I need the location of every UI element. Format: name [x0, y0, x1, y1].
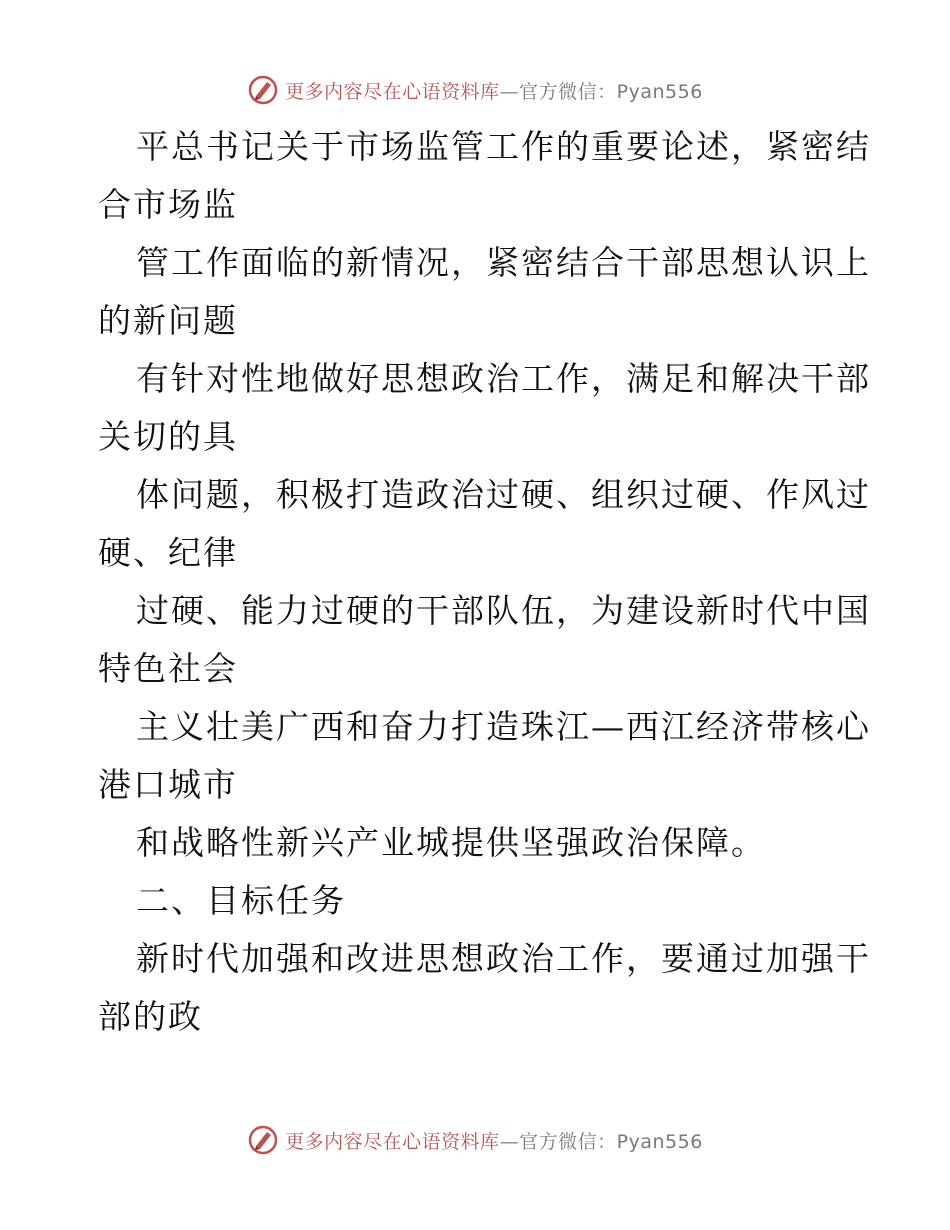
body-line: 主义壮美广西和奋力打造珠江—西江经济带核心 [136, 707, 871, 746]
section-heading: 二、目标任务 [136, 881, 346, 920]
body-line: 的新问题 [98, 301, 238, 340]
page-footer [0, 1120, 950, 1160]
page-header [0, 70, 950, 110]
body-line: 合市场监 [98, 185, 238, 224]
body-line: 关切的具 [98, 417, 238, 456]
header-banner [247, 74, 703, 106]
body-line: 特色社会 [98, 649, 238, 688]
body-line: 有针对性地做好思想政治工作，满足和解决干部 [136, 359, 871, 398]
body-line: 硬、纪律 [98, 533, 238, 572]
body-line: 港口城市 [98, 765, 238, 804]
body-line: 管工作面临的新情况，紧密结合干部思想认识上 [136, 243, 871, 282]
body-line: 平总书记关于市场监管工作的重要论述，紧密结 [136, 127, 871, 166]
body-line: 过硬、能力过硬的干部队伍，为建设新时代中国 [136, 591, 871, 630]
pen-logo-icon [247, 1124, 279, 1156]
body-line: 和战略性新兴产业城提供坚强政治保障。 [136, 823, 766, 862]
footer-banner-text: 更多内容尽在心语资料库—官方微信：Pyan556 [285, 1130, 703, 1153]
header-banner-text: 更多内容尽在心语资料库—官方微信：Pyan556 [285, 80, 703, 103]
body-line: 体问题，积极打造政治过硬、组织过硬、作风过 [136, 475, 871, 514]
pen-logo-icon [247, 74, 279, 106]
footer-banner [247, 1124, 703, 1156]
body-line: 部的政 [98, 997, 203, 1036]
document-body [98, 118, 871, 1046]
body-line: 新时代加强和改进思想政治工作，要通过加强干 [136, 939, 871, 978]
